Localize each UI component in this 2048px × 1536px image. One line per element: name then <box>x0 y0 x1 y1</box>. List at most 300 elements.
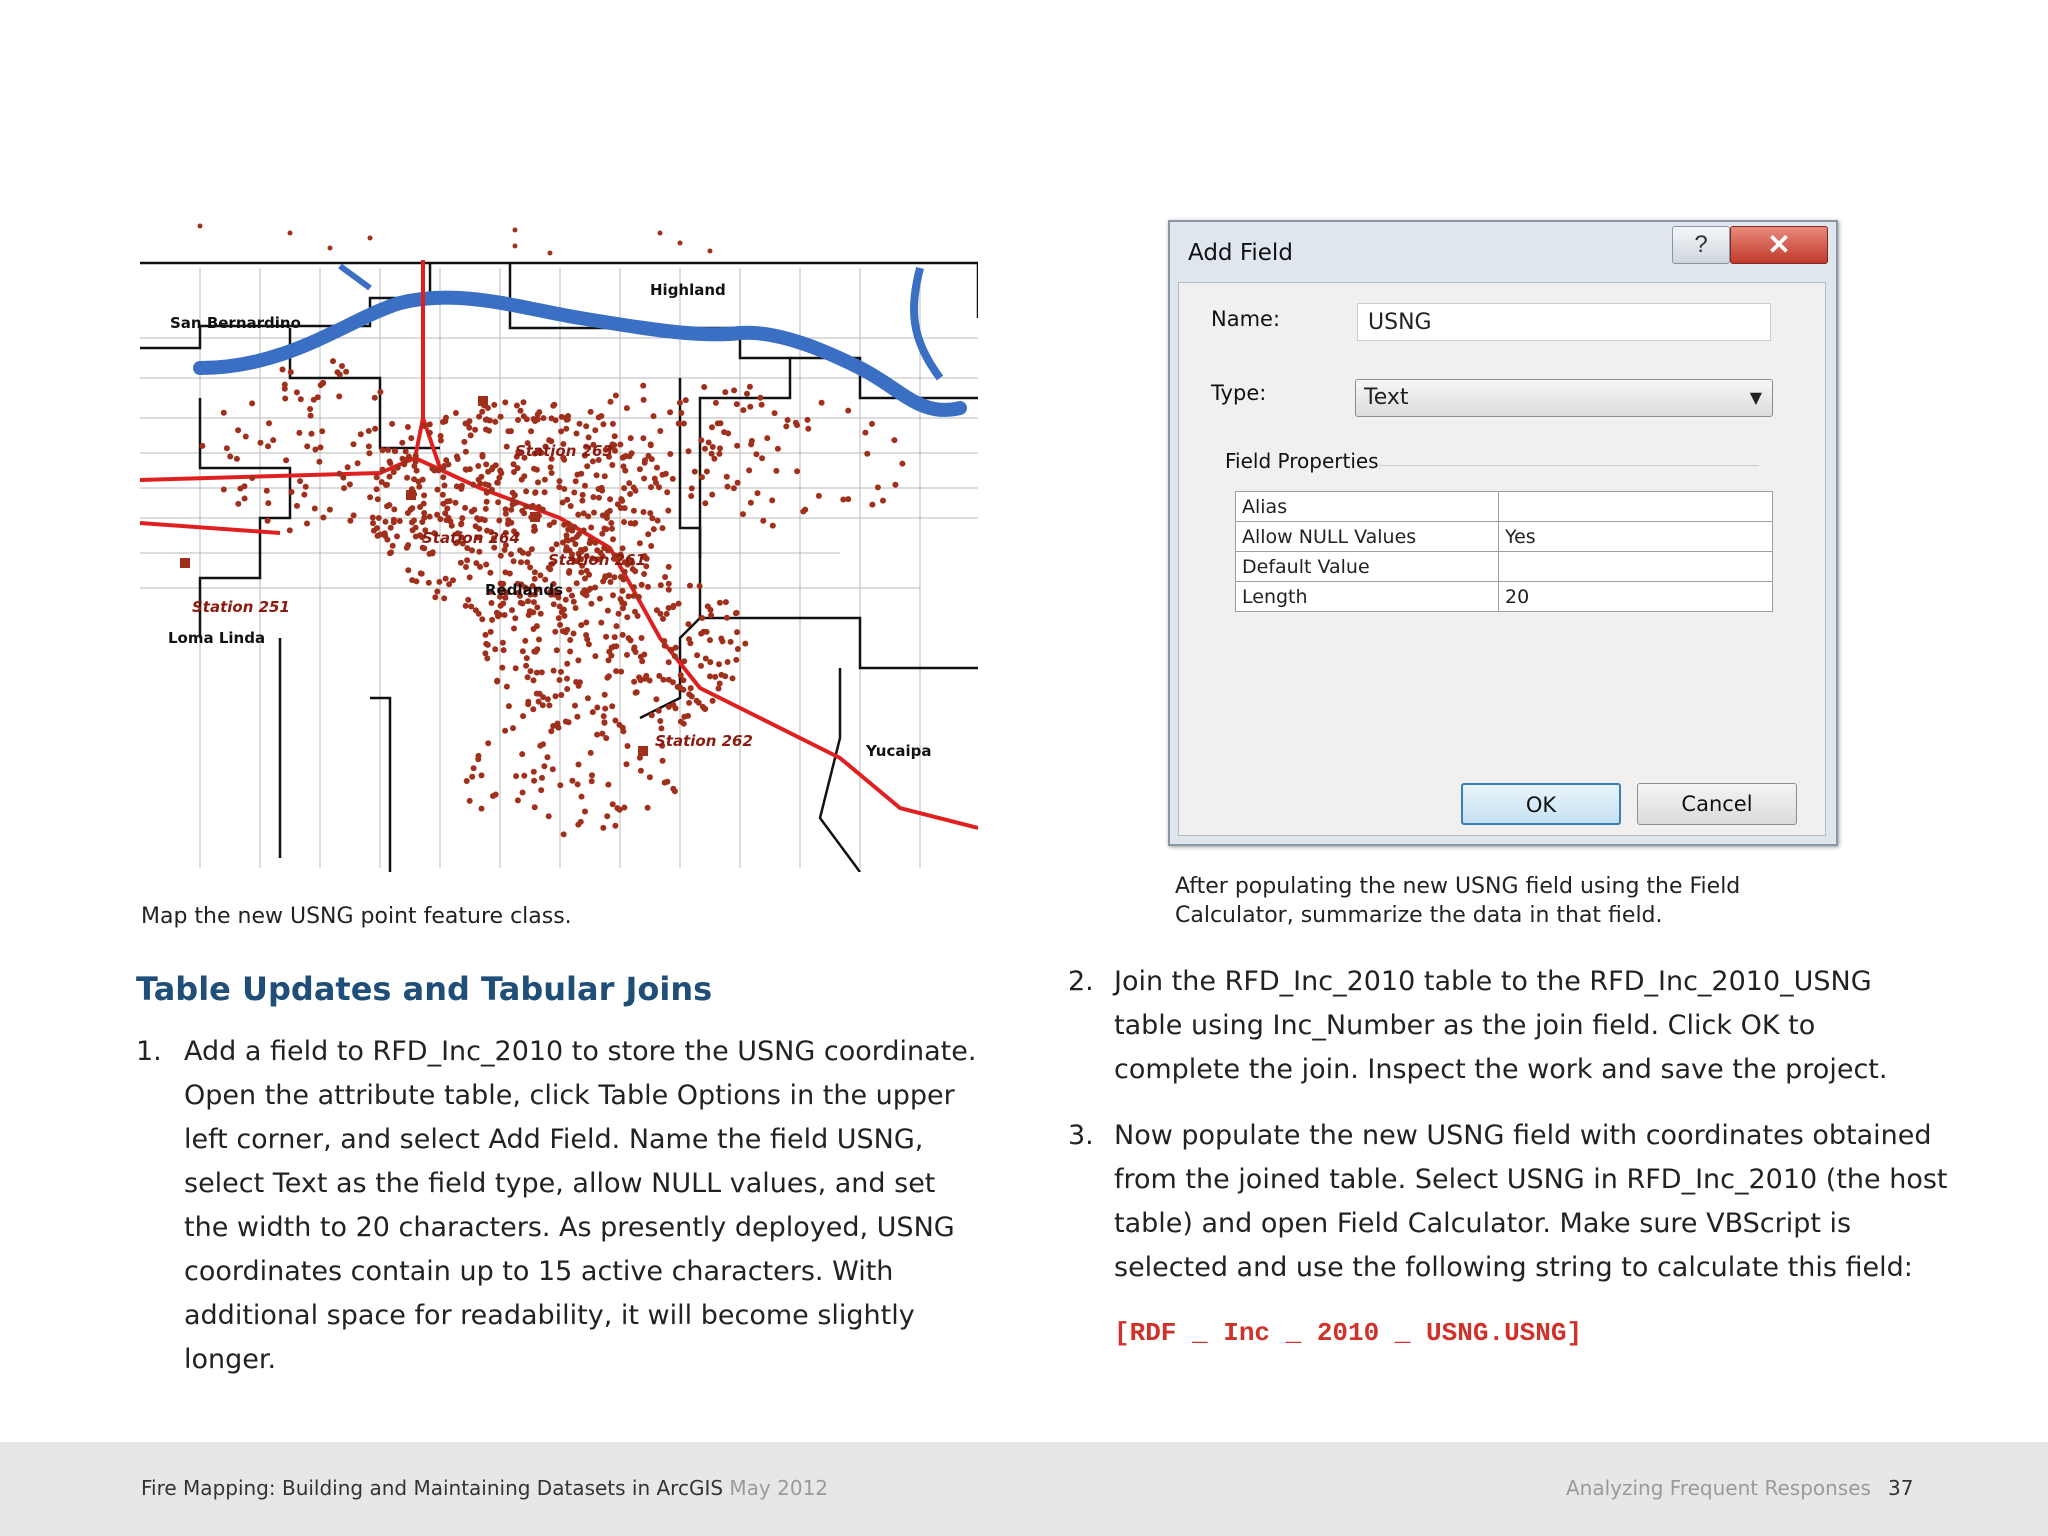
incident-point <box>403 449 409 455</box>
incident-point <box>604 513 610 519</box>
incident-point <box>627 453 633 459</box>
incident-point <box>794 468 800 474</box>
incident-point <box>385 447 391 453</box>
incident-point <box>518 559 524 565</box>
incident-point <box>566 570 572 576</box>
incident-point <box>472 427 478 433</box>
incident-point <box>198 224 203 229</box>
incident-point <box>458 560 464 566</box>
incident-point <box>597 596 603 602</box>
incident-point <box>634 689 640 695</box>
property-value[interactable]: 20 <box>1499 582 1773 612</box>
incident-point <box>318 444 324 450</box>
footer-section-name: Analyzing Frequent Responses <box>1566 1476 1871 1500</box>
incident-point <box>553 693 559 699</box>
incident-point <box>656 484 662 490</box>
incident-point <box>533 649 539 655</box>
type-select[interactable] <box>1355 379 1773 417</box>
incident-point <box>680 677 686 683</box>
incident-point <box>619 498 625 504</box>
incident-point <box>524 559 530 565</box>
incident-point <box>731 387 737 393</box>
incident-point <box>464 557 470 563</box>
incident-point <box>592 427 598 433</box>
incident-point <box>667 409 673 415</box>
incident-point <box>697 583 703 589</box>
incident-point <box>699 615 705 621</box>
incident-point <box>493 462 499 468</box>
incident-point <box>740 511 746 517</box>
page-number: 37 <box>1888 1476 1914 1500</box>
incident-point <box>442 483 448 489</box>
incident-point <box>347 481 353 487</box>
incident-point <box>561 831 567 837</box>
incident-point <box>479 806 485 812</box>
incident-point <box>583 632 589 638</box>
map-label-station-261: Station 261 <box>548 551 646 569</box>
incident-point <box>296 430 302 436</box>
incident-point <box>521 773 527 779</box>
dialog-body <box>1178 282 1826 836</box>
incident-point <box>380 447 386 453</box>
incident-point <box>677 400 683 406</box>
incident-point <box>524 655 530 661</box>
property-key: Alias <box>1236 492 1499 522</box>
incident-point <box>265 443 271 449</box>
incident-point <box>666 581 672 587</box>
incident-point <box>546 702 552 708</box>
incident-point <box>717 445 723 451</box>
incident-point <box>458 521 464 527</box>
incident-point <box>416 479 422 485</box>
incident-point <box>740 407 746 413</box>
name-label: Name: <box>1211 307 1281 331</box>
incident-point <box>869 502 875 508</box>
incident-point <box>577 421 583 427</box>
incident-point <box>476 477 482 483</box>
incident-point <box>891 437 897 443</box>
step-line: Open the attribute table, click Table Options in the upper <box>184 1080 955 1111</box>
incident-point <box>521 510 527 516</box>
incident-point <box>587 540 593 546</box>
incident-point <box>542 489 548 495</box>
incident-point <box>569 778 575 784</box>
incident-point <box>641 397 647 403</box>
incident-point <box>601 526 607 532</box>
incident-point <box>645 805 651 811</box>
incident-point <box>709 451 715 457</box>
incident-point <box>631 679 637 685</box>
incident-point <box>536 699 542 705</box>
incident-point <box>496 518 502 524</box>
incident-point <box>628 435 634 441</box>
incident-point <box>564 661 570 667</box>
incident-point <box>509 607 515 613</box>
incident-point <box>312 506 318 512</box>
incident-point <box>819 400 825 406</box>
incident-point <box>498 603 504 609</box>
incident-point <box>298 396 304 402</box>
incident-point <box>521 399 527 405</box>
incident-point <box>566 587 572 593</box>
incident-point <box>519 751 525 757</box>
incident-point <box>641 571 647 577</box>
incident-point <box>366 428 372 434</box>
incident-point <box>421 510 427 516</box>
incident-point <box>605 608 611 614</box>
incident-point <box>670 786 676 792</box>
incident-point <box>308 413 314 419</box>
incident-point <box>880 498 886 504</box>
incident-point <box>610 592 616 598</box>
incident-point <box>705 603 711 609</box>
incident-point <box>563 426 569 432</box>
incident-point <box>632 520 638 526</box>
incident-point <box>621 519 627 525</box>
incident-point <box>717 600 723 606</box>
incident-point <box>709 492 715 498</box>
close-icon[interactable]: ✕ <box>1730 226 1828 264</box>
incident-point <box>488 629 494 635</box>
incident-point <box>280 367 286 373</box>
incident-point <box>662 780 668 786</box>
incident-point <box>316 459 322 465</box>
incident-point <box>599 485 605 491</box>
incident-point <box>504 444 510 450</box>
incident-point <box>511 461 517 467</box>
incident-point <box>649 712 655 718</box>
incident-point <box>707 659 713 665</box>
map-label-highland: Highland <box>650 281 726 299</box>
incident-point <box>485 740 491 746</box>
section-heading: Table Updates and Tabular Joins <box>136 970 713 1008</box>
incident-point <box>772 410 778 416</box>
incident-point <box>742 641 748 647</box>
incident-point <box>242 496 248 502</box>
incident-point <box>641 476 647 482</box>
incident-point <box>545 754 551 760</box>
incident-point <box>557 604 563 610</box>
incident-point <box>427 421 433 427</box>
incident-point <box>530 503 536 509</box>
ok-button[interactable]: OK <box>1461 783 1621 825</box>
incident-point <box>624 652 630 658</box>
incident-point <box>282 396 288 402</box>
incident-point <box>355 460 361 466</box>
incident-point <box>531 769 537 775</box>
incident-point <box>760 518 766 524</box>
incident-point <box>341 485 347 491</box>
incident-point <box>483 562 489 568</box>
incident-point <box>375 496 381 502</box>
incident-point <box>392 448 398 454</box>
incident-point <box>617 807 623 813</box>
incident-point <box>666 564 672 570</box>
incident-point <box>723 599 729 605</box>
incident-point <box>468 604 474 610</box>
incident-point <box>596 414 602 420</box>
chevron-down-icon: ▼ <box>1749 388 1762 407</box>
incident-point <box>622 468 628 474</box>
incident-point <box>372 426 378 432</box>
incident-point <box>716 451 722 457</box>
map-label-yucaipa: Yucaipa <box>866 742 932 760</box>
map-label-station-263: Station 263 <box>515 442 613 460</box>
incident-point <box>678 241 683 246</box>
incident-point <box>649 515 655 521</box>
incident-point <box>340 475 346 481</box>
incident-point <box>698 437 704 443</box>
incident-point <box>712 674 718 680</box>
incident-point <box>224 445 230 451</box>
incident-point <box>265 518 271 524</box>
incident-point <box>689 694 695 700</box>
incident-point <box>571 490 577 496</box>
incident-point <box>592 653 598 659</box>
incident-point <box>491 402 497 408</box>
incident-point <box>600 421 606 427</box>
incident-point <box>564 417 570 423</box>
incident-point <box>409 505 415 511</box>
incident-point <box>572 524 578 530</box>
incident-point <box>554 541 560 547</box>
incident-point <box>336 393 342 399</box>
incident-point <box>288 231 293 236</box>
incident-point <box>590 494 596 500</box>
incident-point <box>576 762 582 768</box>
incident-point <box>638 677 644 683</box>
incident-point <box>521 473 527 479</box>
incident-point <box>612 634 618 640</box>
add-field-dialog <box>1168 220 1838 846</box>
incident-point <box>587 586 593 592</box>
incident-point <box>513 773 519 779</box>
incident-point <box>558 428 564 434</box>
dialog-caption <box>1175 872 1740 930</box>
incident-point <box>440 492 446 498</box>
incident-point <box>573 478 579 484</box>
incident-point <box>564 497 570 503</box>
incident-point <box>676 685 682 691</box>
incident-point <box>681 421 687 427</box>
incident-point <box>660 525 666 531</box>
incident-point <box>487 418 493 424</box>
incident-point <box>199 443 205 449</box>
incident-point <box>598 620 604 626</box>
incident-point <box>624 761 630 767</box>
property-value[interactable]: Yes <box>1499 522 1773 552</box>
incident-point <box>406 454 412 460</box>
incident-point <box>694 652 700 658</box>
incident-point <box>494 678 500 684</box>
incident-point <box>531 416 537 422</box>
incident-point <box>358 431 364 437</box>
incident-point <box>686 700 692 706</box>
incident-point <box>536 637 542 643</box>
incident-point <box>283 457 289 463</box>
incident-point <box>602 473 608 479</box>
incident-point <box>631 508 637 514</box>
incident-point <box>493 792 499 798</box>
incident-point <box>515 417 521 423</box>
incident-point <box>258 440 264 446</box>
incident-point <box>467 798 473 804</box>
incident-point <box>508 507 514 513</box>
incident-point <box>453 500 459 506</box>
incident-point <box>612 433 618 439</box>
incident-point <box>734 629 740 635</box>
incident-point <box>467 574 473 580</box>
incident-point <box>678 410 684 416</box>
incident-point <box>387 550 393 556</box>
incident-point <box>641 509 647 515</box>
incident-point <box>489 600 495 606</box>
step-line: additional space for readability, it will become slightly longer. <box>184 1300 915 1375</box>
incident-point <box>470 482 476 488</box>
incident-point <box>389 421 395 427</box>
incident-point <box>578 819 584 825</box>
incident-point <box>548 728 554 734</box>
incident-point <box>502 569 508 575</box>
incident-point <box>405 567 411 573</box>
incident-point <box>531 626 537 632</box>
incident-point <box>517 547 523 553</box>
incident-point <box>625 743 631 749</box>
incident-point <box>639 582 645 588</box>
incident-point <box>566 719 572 725</box>
incident-point <box>374 525 380 531</box>
incident-point <box>642 457 648 463</box>
property-value[interactable] <box>1499 492 1773 522</box>
incident-point <box>463 421 469 427</box>
table-row[interactable] <box>1236 552 1773 582</box>
incident-point <box>351 512 357 518</box>
incident-point <box>769 497 775 503</box>
incident-point <box>585 695 591 701</box>
incident-point <box>584 592 590 598</box>
table-row[interactable] <box>1236 582 1773 612</box>
footer-title <box>141 1476 828 1500</box>
incident-point <box>513 500 519 506</box>
help-icon[interactable]: ? <box>1672 226 1730 264</box>
incident-point <box>657 428 663 434</box>
incident-point <box>899 461 905 467</box>
table-row[interactable] <box>1236 522 1773 552</box>
incident-point <box>520 713 526 719</box>
incident-point <box>610 536 616 542</box>
step-line: Now populate the new USNG field with coordinates obtained <box>1114 1120 1932 1151</box>
incident-point <box>589 778 595 784</box>
incident-point <box>622 569 628 575</box>
incident-point <box>586 434 592 440</box>
incident-point <box>289 489 295 495</box>
incident-point <box>501 647 507 653</box>
incident-point <box>649 456 655 462</box>
name-field[interactable]: USNG <box>1357 303 1771 341</box>
incident-point <box>621 485 627 491</box>
incident-point <box>558 669 564 675</box>
property-value[interactable] <box>1499 552 1773 582</box>
incident-point <box>339 363 345 369</box>
incident-point <box>413 534 419 540</box>
incident-point <box>480 452 486 458</box>
incident-point <box>574 472 580 478</box>
cancel-button[interactable]: Cancel <box>1637 783 1797 825</box>
incident-point <box>264 488 270 494</box>
incident-point <box>505 517 511 523</box>
incident-point <box>665 508 671 514</box>
incident-point <box>483 632 489 638</box>
incident-point <box>681 658 687 664</box>
incident-point <box>631 644 637 650</box>
incident-point <box>463 564 469 570</box>
incident-point <box>440 501 446 507</box>
incident-point <box>351 441 357 447</box>
incident-point <box>391 517 397 523</box>
property-key: Length <box>1236 582 1499 612</box>
incident-point <box>572 703 578 709</box>
incident-point <box>561 522 567 528</box>
incident-point <box>707 637 713 643</box>
incident-point <box>476 517 482 523</box>
incident-point <box>607 496 613 502</box>
incident-point <box>651 413 657 419</box>
incident-point <box>673 645 679 651</box>
incident-point <box>670 679 676 685</box>
incident-point <box>492 419 498 425</box>
incident-point <box>639 658 645 664</box>
incident-point <box>447 498 453 504</box>
incident-point <box>845 496 851 502</box>
incident-point <box>608 579 614 585</box>
incident-point <box>366 450 372 456</box>
incident-point <box>394 533 400 539</box>
incident-point <box>592 540 598 546</box>
incident-point <box>548 464 554 470</box>
incident-point <box>701 384 707 390</box>
incident-point <box>536 409 542 415</box>
type-select-value: Text <box>1364 385 1409 410</box>
map-label-station-264: Station 264 <box>422 529 520 547</box>
table-row[interactable] <box>1236 492 1773 522</box>
incident-point <box>550 766 556 772</box>
incident-point <box>578 569 584 575</box>
incident-point <box>383 519 389 525</box>
incident-point <box>469 509 475 515</box>
incident-point <box>484 490 490 496</box>
property-key: Allow NULL Values <box>1236 522 1499 552</box>
incident-point <box>733 657 739 663</box>
incident-point <box>569 593 575 599</box>
incident-point <box>462 505 468 511</box>
incident-point <box>427 514 433 520</box>
incident-point <box>725 659 731 665</box>
incident-point <box>549 470 555 476</box>
incident-point <box>611 574 617 580</box>
incident-point <box>748 500 754 506</box>
incident-point <box>467 466 473 472</box>
incident-point <box>658 725 664 731</box>
incident-point <box>234 456 240 462</box>
incident-point <box>660 677 666 683</box>
incident-point <box>345 464 351 470</box>
incident-point <box>483 461 489 467</box>
incident-point <box>775 446 781 452</box>
incident-point <box>610 801 616 807</box>
incident-point <box>421 501 427 507</box>
incident-point <box>575 781 581 787</box>
incident-point <box>654 607 660 613</box>
